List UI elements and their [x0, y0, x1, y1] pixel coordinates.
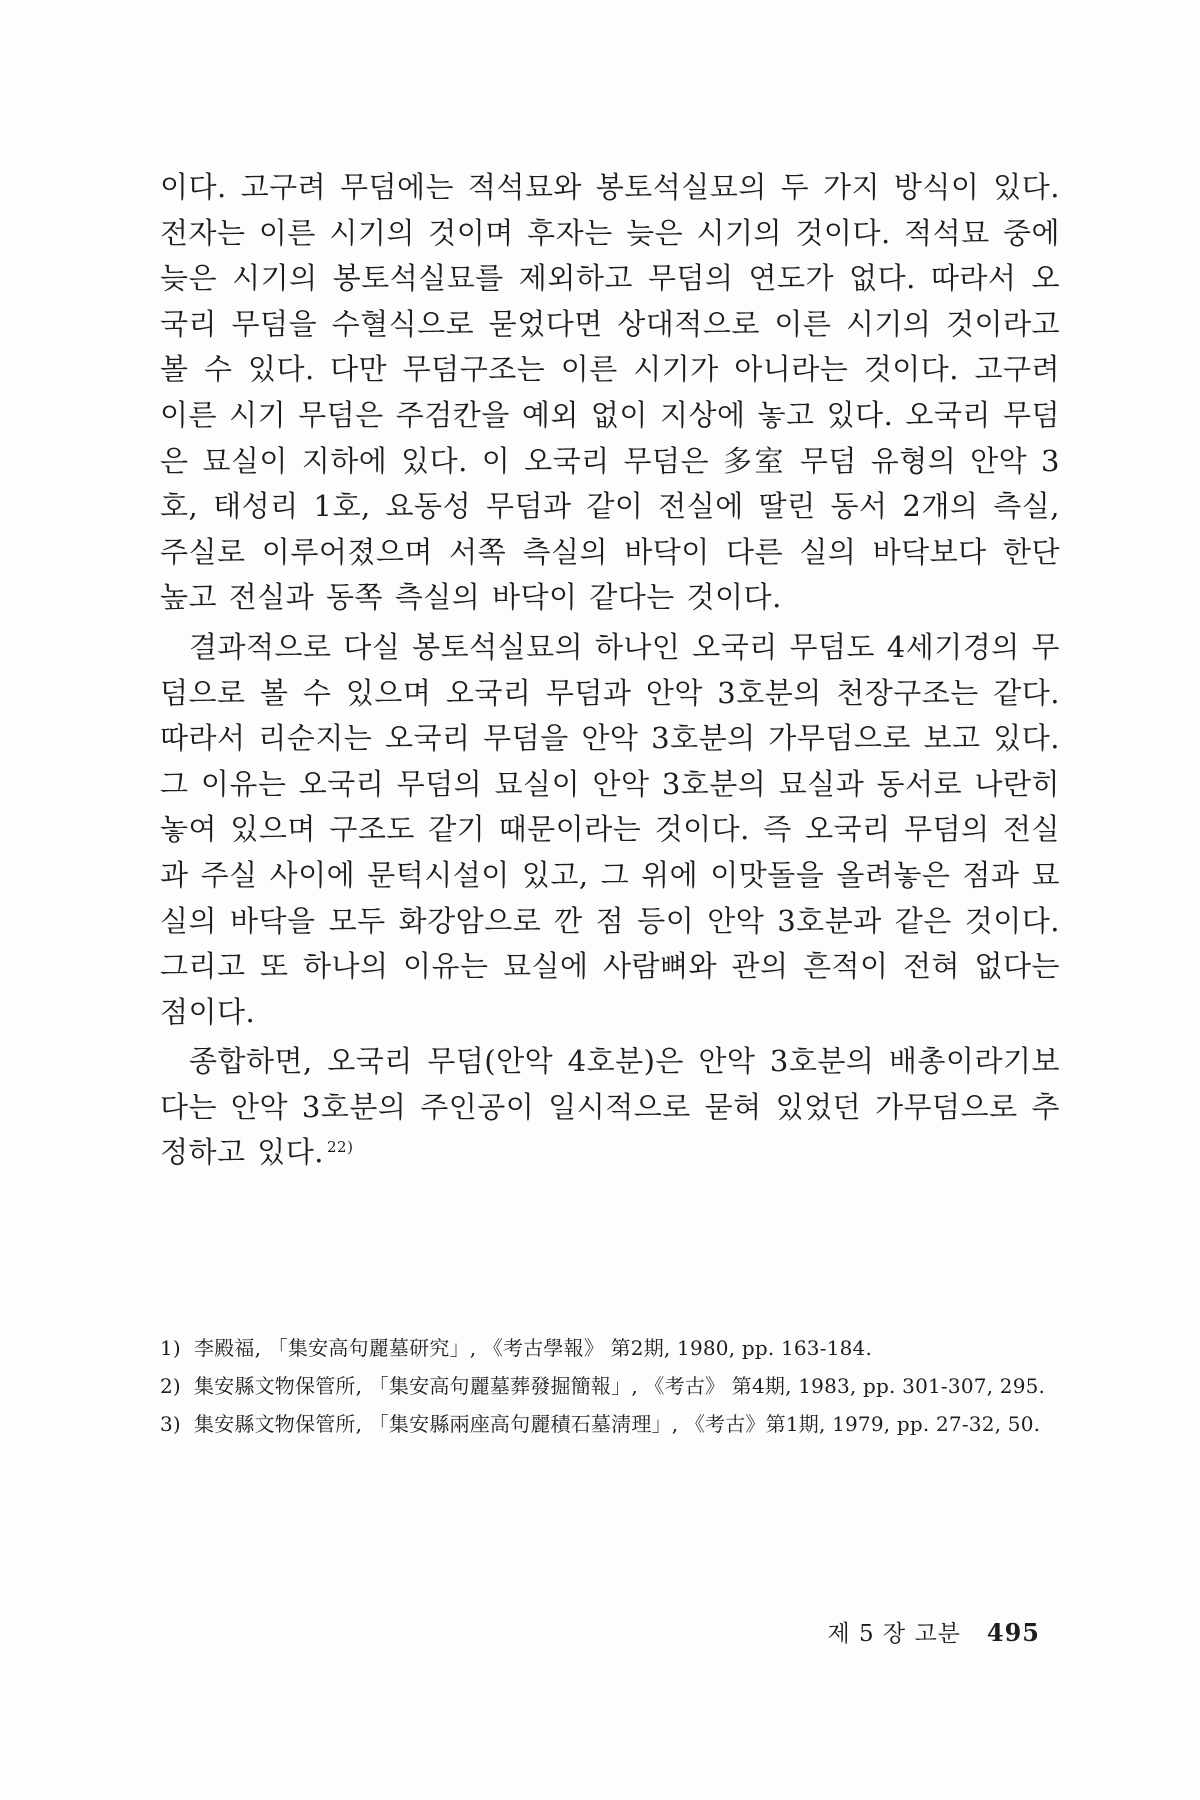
footnote-number: 2) — [160, 1374, 181, 1398]
chapter-label: 제 5 장 고분 — [827, 1621, 961, 1647]
paragraph-3-text: 종합하면, 오국리 무덤(안악 4호분)은 안악 3호분의 배총이라기보다는 안악 3호분의 주인공이 일시적으로 묻혀 있었던 가무덤으로 추정하고 있다. — [160, 1044, 1060, 1170]
running-footer — [827, 1615, 1040, 1648]
footnote-3 — [160, 1408, 1070, 1440]
footnote-reference: 22) — [327, 1137, 354, 1156]
page-number: 495 — [986, 1618, 1040, 1647]
footnote-1 — [160, 1332, 1070, 1364]
footnote-2 — [160, 1370, 1070, 1402]
footnote-number: 1) — [160, 1336, 181, 1360]
paragraph-1: 이다. 고구려 무덤에는 적석묘와 봉토석실묘의 두 가지 방식이 있다. 전자는 이른 시기의 것이며 후자는 늦은 시기의 것이다. 적석묘 중에 늦은 시기의 봉토석실묘를 제외하고 무덤의 연도가 없다. 따라서 오국리 무덤을 수혈식으로 묻었다면 상대적으로 이른 시기의 것이라고 볼 수 있다. 다만 무덤구조는 이른 시기가 아니라는 것이다. 고구려 이른 시기 무덤은 주검칸을 예외 없이 지상에 놓고 있다. 오국리 무덤은 묘실이 지하에 있다. 이 오국리 무덤은 多室 무덤 유형의 안악 3호, 태성리 1호, 요동성 무덤과 같이 전실에 딸린 동서 2개의 측실, 주실로 이루어졌으며 서쪽 측실의 바닥이 다른 실의 바닥보다 한단 높고 전실과 동쪽 측실의 바닥이 같다는 것이다. — [160, 170, 1060, 615]
paragraph-2: 결과적으로 다실 봉토석실묘의 하나인 오국리 무덤도 4세기경의 무덤으로 볼 수 있으며 오국리 무덤과 안악 3호분의 천장구조는 같다. 따라서 리순지는 오국리 무덤을 안악 3호분의 가무덤으로 보고 있다. 그 이유는 오국리 무덤의 묘실이 안악 3호분의 묘실과 동서로 나란히 놓여 있으며 구조도 같기 때문이라는 것이다. 즉 오국리 무덤의 전실과 주실 사이에 문턱시설이 있고, 그 위에 이맛돌을 올려놓은 점과 묘실의 바닥을 모두 화강암으로 깐 점 등이 안악 3호분과 같은 것이다. 그리고 또 하나의 이유는 묘실에 사람뼈와 관의 흔적이 전혀 없다는 점이다. — [160, 629, 1060, 1029]
footnote-number: 3) — [160, 1412, 181, 1436]
footnote-text: 集安縣文物保管所, 「集安高句麗墓葬發掘簡報」, 《考古》 第4期, 1983, pp. 301-307, 295. — [194, 1374, 1046, 1398]
footnotes — [160, 1332, 1070, 1446]
footnote-text: 李殿福, 「集安高句麗墓研究」, 《考古學報》 第2期, 1980, pp. 163-184. — [194, 1336, 873, 1360]
main-text — [160, 165, 1060, 1176]
paragraph-3 — [160, 1039, 1060, 1176]
footnote-text: 集安縣文物保管所, 「集安縣兩座高句麗積石墓淸理」, 《考古》第1期, 1979, pp. 27-32, 50. — [194, 1412, 1041, 1436]
